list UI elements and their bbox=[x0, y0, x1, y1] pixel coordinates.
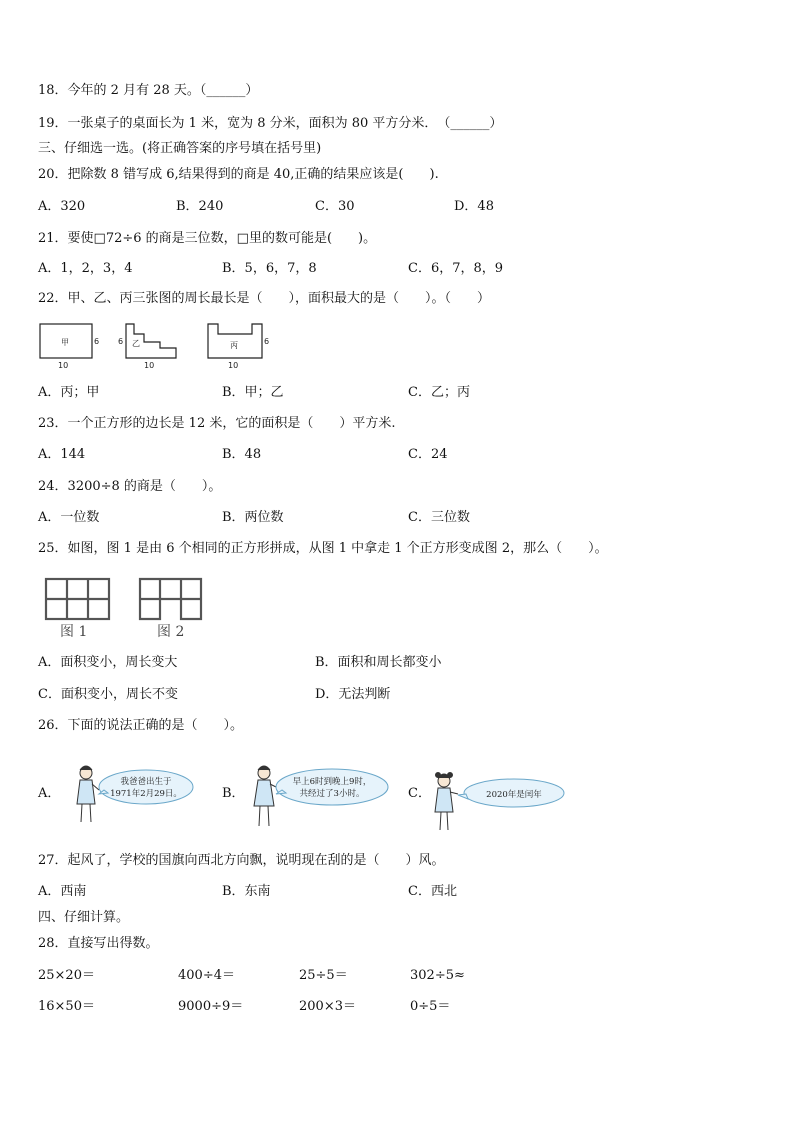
figure-2-label: 图 2 bbox=[157, 624, 185, 640]
q22-option-b: B．甲；乙 bbox=[222, 385, 284, 400]
q27-option-b: B．东南 bbox=[222, 884, 271, 899]
q26-option-b-illustration bbox=[246, 760, 396, 834]
section-3-heading: 三、仔细选一选。(将正确答案的序号填在括号里) bbox=[38, 141, 322, 156]
q26-option-b-label: B． bbox=[222, 786, 245, 801]
q23-option-a: A．144 bbox=[38, 447, 86, 462]
q25-option-d: D．无法判断 bbox=[315, 687, 391, 702]
calc-item: 200×3＝ bbox=[299, 999, 356, 1014]
q23-option-b: B．48 bbox=[222, 447, 262, 462]
q24-option-a: A．一位数 bbox=[38, 510, 100, 525]
speech-bubble-c bbox=[458, 779, 564, 807]
q26-option-a-label: A． bbox=[38, 786, 61, 801]
q27-option-c: C．西北 bbox=[408, 884, 457, 899]
bubble-c-text: 2020年是闰年 bbox=[486, 790, 542, 800]
shape-bing-width: 10 bbox=[228, 361, 239, 370]
shape-jia-width: 10 bbox=[58, 361, 69, 370]
q24-option-b: B．两位数 bbox=[222, 510, 284, 525]
q25-option-c: C．面积变小，周长不变 bbox=[38, 687, 178, 702]
bubble-b-line-2: 共经过了3小时。 bbox=[299, 789, 365, 799]
q26-option-c-label: C． bbox=[408, 786, 431, 801]
girl-b-icon bbox=[254, 766, 278, 826]
calc-item: 400÷4＝ bbox=[178, 968, 235, 983]
q21-option-c: C．6，7，8，9 bbox=[408, 261, 504, 276]
q22-option-c: C．乙；丙 bbox=[408, 385, 470, 400]
q23-option-c: C．24 bbox=[408, 447, 448, 462]
girl-c-icon bbox=[435, 773, 458, 831]
q25-grid-figure bbox=[36, 570, 216, 642]
q24-option-c: C．三位数 bbox=[408, 510, 470, 525]
bubble-b-line-1: 早上6时到晚上9时， bbox=[292, 777, 372, 787]
shape-jia-height: 6 bbox=[94, 337, 100, 346]
girl-a-icon bbox=[77, 766, 99, 822]
q25-option-b: B．面积和周长都变小 bbox=[315, 655, 442, 670]
q22-option-a: A．丙；甲 bbox=[38, 385, 100, 400]
question-20: 20．把除数 8 错写成 6,结果得到的商是 40,正确的结果应该是( ). bbox=[38, 167, 439, 182]
figure-2-grid bbox=[140, 579, 201, 619]
q26-option-a-illustration bbox=[66, 760, 196, 834]
shape-yi-height: 6 bbox=[118, 337, 124, 346]
shape-bing-label: 丙 bbox=[230, 341, 238, 350]
question-24: 24．3200÷8 的商是（ ）。 bbox=[38, 479, 222, 494]
question-23: 23．一个正方形的边长是 12 米，它的面积是（ ）平方米. bbox=[38, 416, 396, 431]
q20-option-b: B．240 bbox=[176, 199, 224, 214]
calc-item: 25×20＝ bbox=[38, 968, 95, 983]
shape-jia-label: 甲 bbox=[61, 338, 69, 347]
shape-bing-height: 6 bbox=[264, 337, 270, 346]
q25-option-a: A．面积变小，周长变大 bbox=[38, 655, 178, 670]
section-4-heading: 四、仔细计算。 bbox=[38, 910, 130, 925]
q20-option-c: C．30 bbox=[315, 199, 355, 214]
calc-item: 0÷5＝ bbox=[410, 999, 451, 1014]
shape-yi-width: 10 bbox=[144, 361, 155, 370]
bubble-a-line-1: 我爸爸出生于 bbox=[120, 777, 172, 787]
bubble-a-line-2: 1971年2月29日。 bbox=[110, 789, 182, 799]
question-28: 28．直接写出得数。 bbox=[38, 936, 159, 951]
calc-item: 25÷5＝ bbox=[299, 968, 348, 983]
question-26: 26．下面的说法正确的是（ ）。 bbox=[38, 718, 244, 733]
question-18: 18．今年的 2 月有 28 天。（______） bbox=[38, 83, 259, 98]
q20-option-d: D．48 bbox=[454, 199, 494, 214]
question-21: 21．要使□72÷6 的商是三位数，□里的数可能是( )。 bbox=[38, 231, 377, 246]
question-25: 25．如图，图 1 是由 6 个相同的正方形拼成，从图 1 中拿走 1 个正方形变成图 2，那么（ ）。 bbox=[38, 541, 608, 556]
q21-option-a: A．1，2，3，4 bbox=[38, 261, 133, 276]
calc-item: 302÷5≈ bbox=[410, 968, 465, 983]
calc-item: 9000÷9＝ bbox=[178, 999, 244, 1014]
q21-option-b: B．5，6，7，8 bbox=[222, 261, 317, 276]
q27-option-a: A．西南 bbox=[38, 884, 87, 899]
question-19: 19．一张桌子的桌面长为 1 米，宽为 8 分米，面积为 80 平方分米． （______） bbox=[38, 116, 503, 131]
figure-1-grid bbox=[46, 579, 109, 619]
question-22: 22．甲、乙、丙三张图的周长最长是（ ），面积最大的是（ ）。（ ） bbox=[38, 291, 491, 306]
question-27: 27．起风了，学校的国旗向西北方向飘，说明现在刮的是（ ）风。 bbox=[38, 853, 445, 868]
q20-option-a: A．320 bbox=[38, 199, 86, 214]
speech-bubble-b bbox=[276, 769, 388, 805]
shape-yi-label: 乙 bbox=[132, 339, 140, 348]
speech-bubble-a bbox=[99, 770, 193, 804]
calc-item: 16×50＝ bbox=[38, 999, 95, 1014]
q22-shapes-figure bbox=[34, 318, 284, 374]
figure-1-label: 图 1 bbox=[60, 624, 88, 640]
q26-option-c-illustration bbox=[430, 760, 570, 834]
